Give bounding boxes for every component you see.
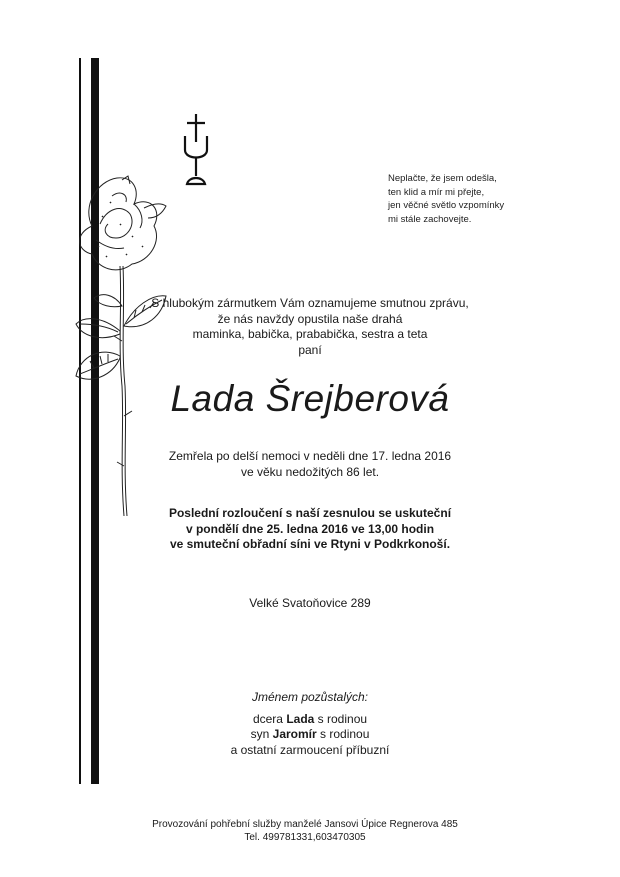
mourner-line <box>150 712 470 728</box>
funeral-line: v pondělí dne 25. ledna 2016 ve 13,00 hodin <box>185 521 435 536</box>
mourner-name: Jaromír <box>272 727 317 741</box>
funeral-service-footer <box>110 818 500 844</box>
quote-line: jen věčné světlo vzpomínky <box>388 200 505 211</box>
death-line: ve věku nedožitých 86 let. <box>240 464 380 479</box>
footer-company: Provozování pohřební služby manželé Jansovi Úpice Regnerova 485 <box>152 819 458 830</box>
mourner-relation: dcera <box>252 711 283 726</box>
announcement-intro <box>150 296 470 358</box>
cross-chalice-icon <box>181 112 211 188</box>
death-details <box>150 449 470 480</box>
mourner-suffix: s rodinou <box>317 711 368 726</box>
memorial-quote <box>388 172 588 226</box>
intro-line: S hlubokým zármutkem Vám oznamujeme smutnou zprávu, <box>151 296 469 310</box>
funeral-details <box>150 506 470 553</box>
quote-line: ten klid a mír mi přejte, <box>388 186 485 198</box>
footer-phone: Tel. 499781331,603470305 <box>244 832 366 843</box>
quote-line: mi stále zachovejte. <box>388 213 472 225</box>
address: Velké Svatoňovice 289 <box>249 596 371 610</box>
mourner-line: a ostatní zarmoucení příbuzní <box>230 742 390 757</box>
funeral-line: ve smuteční obřadní síni ve Rtyni v Podkrkonoší. <box>169 537 451 551</box>
mourner-line <box>150 727 470 743</box>
deceased-name: Lada Šrejberová <box>170 378 450 419</box>
quote-line: Neplačte, že jsem odešla, <box>388 173 497 184</box>
funeral-line: Poslední rozloučení s naší zesnulou se uskuteční <box>168 506 452 520</box>
intro-line: paní <box>298 342 322 357</box>
intro-line: že nás navždy opustila naše drahá <box>217 311 403 326</box>
mourner-relation: syn <box>250 727 270 741</box>
intro-line: maminka, babička, prababička, sestra a teta <box>192 327 428 341</box>
mourners-block <box>150 690 470 758</box>
mourner-suffix: s rodinou <box>320 727 370 741</box>
mourners-heading: Jménem pozůstalých: <box>251 690 369 704</box>
mourner-name: Lada <box>286 711 315 726</box>
death-line: Zemřela po delší nemoci v neděli dne 17. ledna 2016 <box>168 449 452 463</box>
